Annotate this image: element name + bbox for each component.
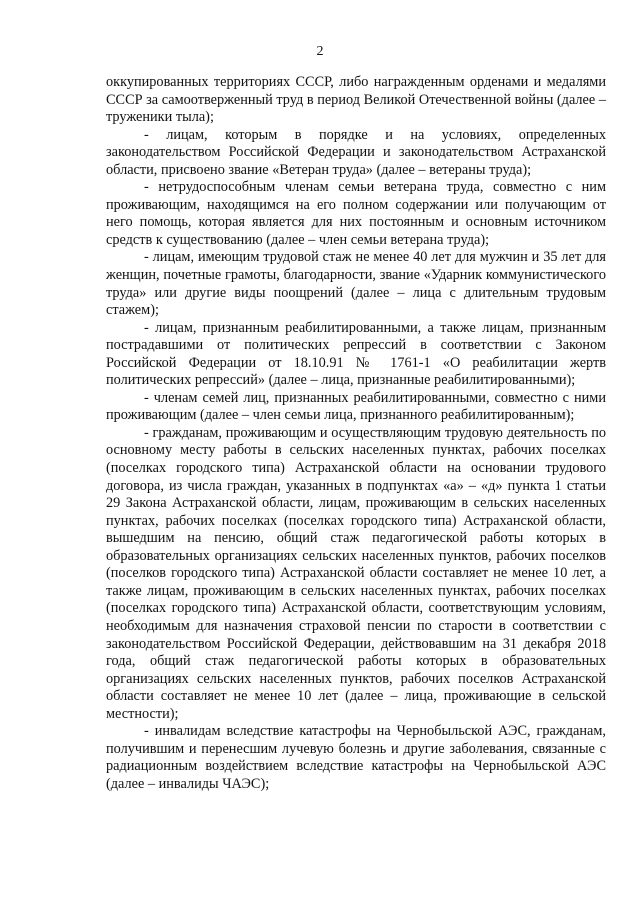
list-item-veterans-of-labor: - лицам, которым в порядке и на условиях, определенных законодательством Российской Федерации и законодательством Астраханской области, присвоено звание «Ветеран труда» (далее – ветераны труда); bbox=[106, 126, 606, 178]
list-item-chernobyl-disabled: - инвалидам вследствие катастрофы на Чернобыльской АЭС, гражданам, получившим и перенесшим лучевую болезнь и другие заболевания, связанные с радиационным воздействием вследствие катастрофы на Чернобыльской АЭС (далее – инвалиды ЧАЭС); bbox=[106, 723, 606, 792]
list-item-rural-residents: - гражданам, проживающим и осуществляющим трудовую деятельность по основному месту работы в сельских населенных пунктах, рабочих поселках (поселках городского типа) Астраханской области на основании трудового договора, из числа граждан, указанных в подпунктах «а» – «д» пункта 1 статьи 29 Закона Астраханской области, лицам, проживающим в сельских населенных пунктах, рабочих поселках (поселках городского типа) Астраханской области, вышедшим на пенсию, общий стаж педагогической работы которых в образовательных организациях сельских населенных пунктов, рабочих поселков (поселков городского типа) Астраханской области составляет не менее 10 лет, а также лицам, проживающим в сельских населенных пунктах, рабочих поселках (поселках городского типа) Астраханской области, соответствующим условиям, необходимым для назначения страховой пенсии по старости в соответствии с законодательством Российской Федерации, действовавшим на 31 декабря 2018 года, общий стаж педагогической работы которых в образовательных организациях сельских населенных пунктов, рабочих поселков Астраханской области составляет не менее 10 лет (далее – лица, проживающие в сельской местности); bbox=[106, 424, 606, 722]
list-item-family-of-veteran: - нетрудоспособным членам семьи ветерана труда, совместно с ним проживающим, находящимся на его полном содержании или получающим от него помощь, которая является для них постоянным и основным источником средств к существованию (далее – член семьи ветерана труда); bbox=[106, 179, 606, 248]
list-item-rehabilitated: - лицам, признанным реабилитированными, а также лицам, признанным пострадавшими от политических репрессий в соответствии с Законом Российской Федерации от 18.10.91 № 1761-1 «О реабилитации жертв политических репрессий» (далее – лица, признанные реабилитированными); bbox=[106, 319, 606, 389]
page-number: 2 bbox=[316, 44, 324, 59]
list-item-family-of-rehabilitated: - членам семей лиц, признанных реабилитированными, совместно с ними проживающим (далее – член семьи лица, признанного реабилитированным); bbox=[106, 389, 606, 424]
list-item-long-work-experience: - лицам, имеющим трудовой стаж не менее 40 лет для мужчин и 35 лет для женщин, почетные грамоты, благодарности, звание «Ударник коммунистического труда» или другие виды поощрений (далее – лица с длительным трудовым стажем); bbox=[106, 249, 606, 319]
document-body bbox=[106, 74, 606, 793]
paragraph-continuation: оккупированных территориях СССР, либо награжденным орденами и медалями СССР за самоотверженный труд в период Великой Отечественной войны (далее – труженики тыла); bbox=[106, 74, 606, 126]
